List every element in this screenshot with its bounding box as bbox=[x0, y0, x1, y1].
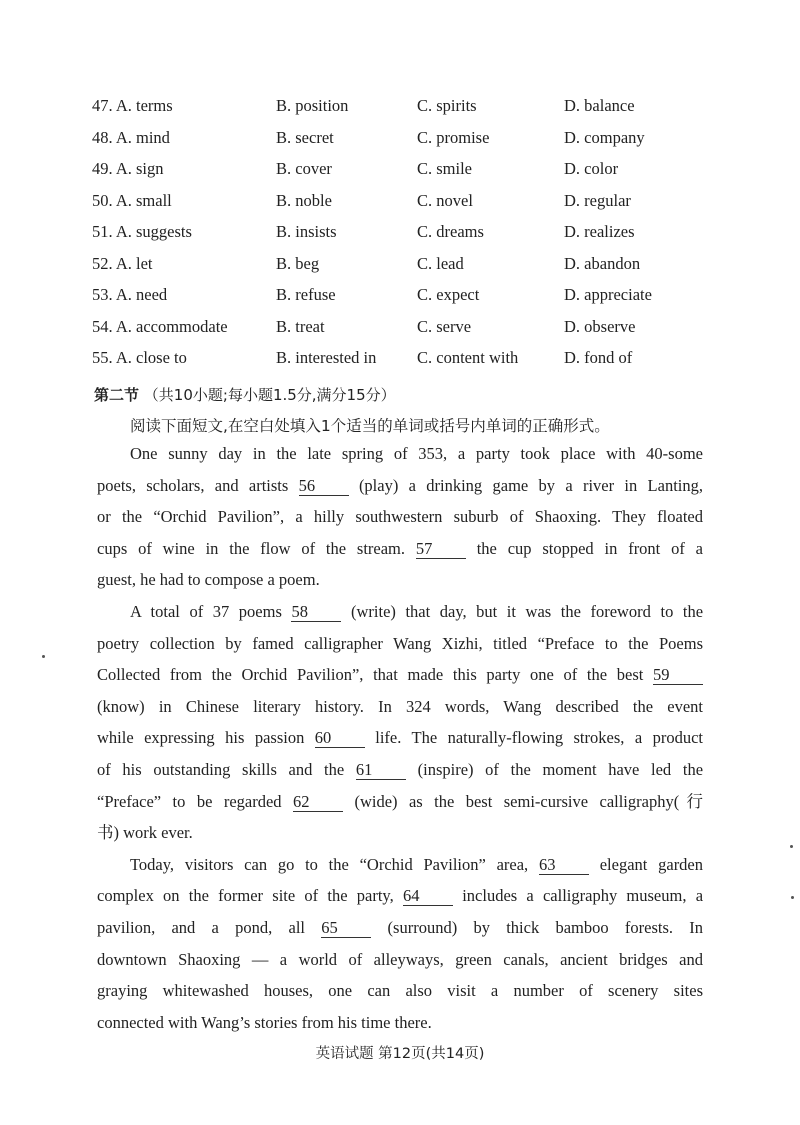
option-a[interactable]: 52. A. let bbox=[92, 253, 153, 273]
option-b[interactable]: B. secret bbox=[276, 127, 334, 147]
option-c[interactable]: C. serve bbox=[417, 316, 472, 336]
blank-64[interactable]: 64 bbox=[403, 887, 453, 906]
question-row bbox=[92, 191, 732, 223]
page-footer: 英语试题 第12页(共14页) bbox=[315, 1046, 485, 1062]
option-a[interactable]: 49. A. sign bbox=[92, 159, 164, 178]
question-row bbox=[92, 254, 732, 286]
passage-line: poets, scholars, and artists 56 (play) a drinking game by a river in Lanting, bbox=[97, 475, 704, 495]
question-row bbox=[92, 348, 732, 380]
option-a[interactable]: 48. A. mind bbox=[92, 127, 170, 147]
option-d[interactable]: D. color bbox=[564, 159, 619, 178]
scan-speck bbox=[791, 896, 794, 899]
option-d[interactable]: D. appreciate bbox=[564, 285, 652, 304]
option-c[interactable]: C. smile bbox=[417, 159, 473, 178]
option-b[interactable]: B. interested in bbox=[276, 348, 377, 367]
option-a[interactable]: 54. A. accommodate bbox=[92, 316, 228, 336]
option-a[interactable]: 47. A. terms bbox=[92, 96, 173, 115]
passage-line: cups of wine in the flow of the stream. 57 the cup stopped in front of a bbox=[97, 538, 704, 558]
question-row bbox=[92, 317, 732, 349]
passage-line: Collected from the Orchid Pavilion”, that made this party one of the best 59 bbox=[97, 663, 703, 695]
option-b[interactable]: B. noble bbox=[276, 190, 332, 210]
option-b[interactable]: B. cover bbox=[276, 159, 332, 178]
passage-line: graying whitewashed houses, one can also visit a number of scenery sites bbox=[97, 981, 703, 1001]
scan-speck bbox=[42, 655, 45, 658]
scan-speck bbox=[790, 845, 793, 848]
option-c[interactable]: C. spirits bbox=[417, 96, 477, 115]
blank-58[interactable]: 58 bbox=[291, 603, 341, 622]
question-row bbox=[92, 159, 732, 191]
option-d[interactable]: D. fond of bbox=[564, 348, 633, 367]
passage bbox=[97, 442, 703, 1042]
section-info: （共10小题;每小题1.5分,满分15分） bbox=[143, 386, 396, 404]
option-a[interactable]: 53. A. need bbox=[92, 285, 168, 304]
option-c[interactable]: C. promise bbox=[417, 127, 490, 147]
option-d[interactable]: D. balance bbox=[564, 96, 635, 115]
section-heading bbox=[94, 384, 396, 405]
option-c[interactable]: C. content with bbox=[417, 348, 519, 367]
passage-line: downtown Shaoxing — a world of alleyways, green canals, ancient bridges and bbox=[97, 949, 703, 969]
question-row bbox=[92, 128, 732, 160]
passage-line: Today, visitors can go to the “Orchid Pavilion” area, 63 elegant garden bbox=[130, 854, 704, 874]
blank-65[interactable]: 65 bbox=[321, 919, 371, 938]
passage-line: of his outstanding skills and the 61 (inspire) of the moment have led the bbox=[97, 759, 704, 779]
multiple-choice-options bbox=[92, 96, 732, 380]
passage-line: A total of 37 poems 58 (write) that day, but it was the foreword to the bbox=[130, 601, 704, 621]
option-b[interactable]: B. treat bbox=[276, 316, 325, 336]
passage-line: or the “Orchid Pavilion”, a hilly southwestern suburb of Shaoxing. They floated bbox=[97, 507, 703, 527]
question-row bbox=[92, 96, 732, 128]
option-d[interactable]: D. company bbox=[564, 127, 645, 147]
passage-line: pavilion, and a pond, all 65 (surround) by thick bamboo forests. In bbox=[97, 917, 704, 937]
passage-line: connected with Wang’s stories from his time there. bbox=[97, 1012, 432, 1032]
option-d[interactable]: D. observe bbox=[564, 316, 636, 336]
passage-line: guest, he had to compose a poem. bbox=[97, 570, 320, 590]
passage-line: 书) work ever. bbox=[97, 823, 193, 843]
passage-line: (know) in Chinese literary history. In 324 words, Wang described the event bbox=[97, 696, 703, 716]
passage-line: One sunny day in the late spring of 353, a party took place with 40-some bbox=[130, 444, 703, 463]
passage-line: while expressing his passion 60 life. The naturally-flowing strokes, a product bbox=[97, 728, 704, 748]
question-row bbox=[92, 285, 732, 317]
option-a[interactable]: 51. A. suggests bbox=[92, 222, 192, 241]
passage-line: poetry collection by famed calligrapher Wang Xizhi, titled “Preface to the Poems bbox=[97, 633, 703, 653]
option-a[interactable]: 55. A. close to bbox=[92, 348, 187, 367]
option-d[interactable]: D. regular bbox=[564, 190, 631, 210]
option-b[interactable]: B. insists bbox=[276, 222, 337, 241]
option-c[interactable]: C. lead bbox=[417, 253, 464, 273]
option-b[interactable]: B. beg bbox=[276, 253, 320, 273]
option-c[interactable]: C. novel bbox=[417, 190, 473, 210]
question-row bbox=[92, 222, 732, 254]
blank-63[interactable]: 63 bbox=[539, 856, 589, 875]
blank-62[interactable]: 62 bbox=[293, 793, 343, 812]
option-b[interactable]: B. refuse bbox=[276, 285, 336, 304]
blank-59[interactable]: 59 bbox=[653, 666, 703, 685]
blank-60[interactable]: 60 bbox=[315, 729, 365, 748]
option-b[interactable]: B. position bbox=[276, 96, 349, 115]
blank-57[interactable]: 57 bbox=[416, 540, 466, 559]
passage-line: complex on the former site of the party, 64 includes a calligraphy museum, a bbox=[97, 886, 704, 906]
section-instruction: 阅读下面短文,在空白处填入1个适当的单词或括号内单词的正确形式。 bbox=[130, 417, 610, 435]
section-title: 第二节 bbox=[94, 386, 140, 404]
option-c[interactable]: C. dreams bbox=[417, 222, 484, 241]
passage-line: “Preface” to be regarded 62 (wide) as the best semi-cursive calligraphy(行 bbox=[97, 791, 704, 811]
option-d[interactable]: D. realizes bbox=[564, 222, 635, 241]
option-d[interactable]: D. abandon bbox=[564, 253, 641, 273]
blank-61[interactable]: 61 bbox=[356, 761, 406, 780]
option-a[interactable]: 50. A. small bbox=[92, 190, 172, 210]
option-c[interactable]: C. expect bbox=[417, 285, 480, 304]
blank-56[interactable]: 56 bbox=[299, 477, 349, 496]
